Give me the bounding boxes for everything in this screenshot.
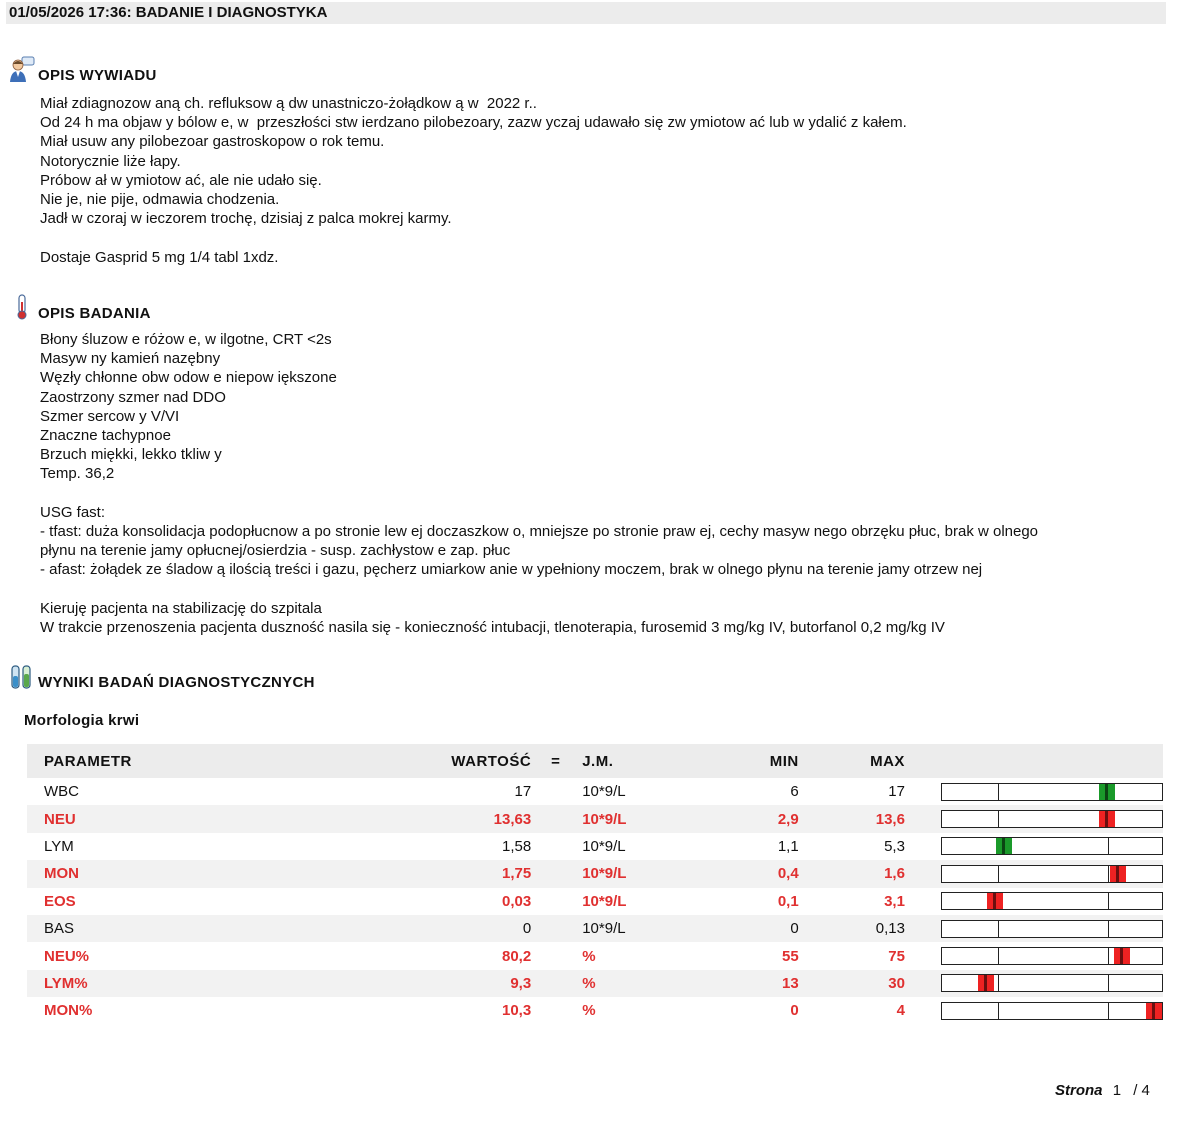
param-cell: EOS: [44, 892, 76, 910]
unit-cell: 10*9/L: [582, 837, 626, 855]
min-cell: 0: [790, 1002, 799, 1020]
range-bar-cell: [905, 888, 1163, 915]
range-bar-cell: [905, 778, 1163, 805]
range-bar: [941, 1002, 1163, 1020]
eq-cell: [531, 778, 580, 805]
text-line: Błony śluzow e różow e, w ilgotne, CRT <2s: [40, 331, 332, 348]
text-line: Szmer sercow y V/VI: [40, 407, 180, 425]
text-line: Temp. 36,2: [40, 465, 115, 483]
range-bar: [941, 892, 1163, 910]
value-cell: 0: [381, 915, 531, 942]
page-number: 1: [1112, 1082, 1122, 1099]
range-bar: [941, 974, 1163, 992]
table-row: [27, 860, 1163, 887]
range-marker: [987, 893, 1003, 909]
text-line: Od 24 h ma objaw y bólow e, w przeszłości stw ierdzano pilobezoary, zazw yczaj udawało się zw ymiotow ać lub w ydalić z kałem.: [40, 114, 907, 132]
param-cell: WBC: [44, 783, 79, 801]
max-cell: 17: [888, 783, 905, 801]
badanie-text: [40, 330, 1038, 637]
max-cell: 75: [888, 947, 905, 965]
range-marker: [1099, 784, 1115, 800]
doctor-icon: [8, 56, 36, 84]
section-badanie-title: OPIS BADANIA: [38, 305, 151, 322]
col-range-bar: [905, 744, 1163, 778]
range-marker-core: [993, 893, 996, 909]
value-cell: 9,3: [381, 970, 531, 997]
range-marker-core: [1105, 784, 1108, 800]
text-line: Nie je, nie pije, odmawia chodzenia.: [40, 190, 280, 208]
table-row: [27, 997, 1163, 1024]
table-row: [27, 888, 1163, 915]
text-line: Próbow ał w ymiotow ać, ale nie udało się.: [40, 171, 322, 189]
range-marker-core: [1002, 838, 1005, 854]
range-bar-tick: [1108, 893, 1109, 909]
text-line: Miał usuw any pilobezoar gastroskopow o rok temu.: [40, 133, 385, 151]
min-cell: 55: [782, 947, 799, 965]
range-bar-cell: [905, 860, 1163, 887]
max-cell: 0,13: [799, 915, 905, 942]
section-badanie-heading: [8, 294, 151, 322]
text-line: [40, 579, 1038, 598]
text-line: [40, 484, 1038, 503]
range-bar-tick: [998, 948, 999, 964]
range-marker-core: [1152, 1003, 1155, 1019]
min-cell: 0,1: [777, 892, 799, 910]
range-marker: [1146, 1003, 1162, 1019]
wywiad-text: [40, 94, 907, 267]
range-marker: [1099, 811, 1115, 827]
text-line: Węzły chłonne obw odow e niepow iększone: [40, 369, 337, 387]
range-bar-cell: [905, 997, 1163, 1024]
text-line: W trakcie przenoszenia pacjenta duszność nasila się - konieczność intubacji, tlenoterapia, furosemid 3 mg/kg IV, butorfanol 0,2 mg/kg IV: [40, 618, 945, 636]
eq-cell: [531, 805, 580, 832]
unit-cell: 10*9/L: [582, 892, 627, 910]
col-max: MAX: [799, 744, 905, 778]
range-marker-core: [1105, 811, 1108, 827]
table-row: [27, 778, 1163, 805]
max-cell: 4: [896, 1002, 905, 1020]
text-line: Zaostrzony szmer nad DDO: [40, 388, 226, 406]
range-marker: [996, 838, 1012, 854]
param-cell: NEU: [27, 805, 381, 832]
table-row: [27, 970, 1163, 997]
range-bar-tick: [1108, 1003, 1109, 1019]
section-wyniki-heading: [8, 663, 315, 691]
param-cell: LYM%: [27, 970, 381, 997]
range-bar: [941, 920, 1163, 938]
range-bar-tick: [1108, 921, 1109, 937]
unit-cell: 10*9/L: [580, 860, 688, 887]
param-cell: MON: [27, 860, 381, 887]
eq-cell: [531, 997, 580, 1024]
range-bar: [941, 947, 1163, 965]
page-footer: [1055, 1082, 1150, 1099]
range-bar-tick: [1108, 975, 1109, 991]
text-line: Miał zdiagnozow aną ch. refluksow ą dw unastniczo-żołądkow ą w 2022 r..: [40, 95, 537, 112]
text-line: USG fast:: [40, 503, 106, 521]
max-cell: 30: [799, 970, 905, 997]
section-wyniki-title: WYNIKI BADAŃ DIAGNOSTYCZNYCH: [38, 674, 315, 691]
eq-cell: [531, 888, 580, 915]
table-header-row: [27, 744, 1163, 778]
min-cell: 2,9: [689, 805, 799, 832]
section-wywiad-heading: [8, 56, 157, 84]
page-label: Strona: [1055, 1082, 1103, 1099]
text-line: Brzuch miękki, lekko tkliw y: [40, 446, 222, 464]
value-cell: 1,75: [381, 860, 531, 887]
range-bar-cell: [905, 915, 1163, 942]
range-bar-tick: [998, 975, 999, 991]
unit-cell: 10*9/L: [580, 915, 688, 942]
value-cell: 10,3: [502, 1002, 532, 1020]
table-row: [27, 805, 1163, 832]
value-cell: 1,58: [502, 837, 532, 855]
text-line: [40, 228, 907, 247]
range-bar: [941, 783, 1163, 801]
text-line: Kieruję pacjenta na stabilizację do szpitala: [40, 599, 322, 617]
max-cell: 3,1: [884, 892, 905, 910]
unit-cell: 10*9/L: [582, 783, 626, 801]
range-bar-cell: [905, 942, 1163, 969]
test-tubes-icon: [8, 663, 36, 691]
min-cell: 0,4: [689, 860, 799, 887]
range-bar-tick: [1108, 948, 1109, 964]
page-total: / 4: [1133, 1082, 1150, 1099]
min-cell: 0: [689, 915, 799, 942]
range-bar: [941, 865, 1163, 883]
range-bar: [941, 837, 1163, 855]
unit-cell: %: [580, 970, 688, 997]
thermometer-icon: [8, 294, 36, 322]
range-bar-cell: [905, 833, 1163, 860]
param-cell: NEU%: [44, 947, 90, 965]
col-param: PARAMETR: [27, 744, 381, 778]
unit-cell: 10*9/L: [580, 805, 688, 832]
col-eq: =: [531, 744, 580, 778]
text-line: Znaczne tachypnoe: [40, 426, 171, 444]
range-bar-cell: [905, 970, 1163, 997]
text-line: - tfast: duża konsolidacja podopłucnow a po stronie lew ej doczaszkow o, mniejsze po stronie praw ej, cechy masyw nego obrzęku płuc, brak w olnego: [40, 522, 1039, 540]
range-bar-tick: [998, 811, 999, 827]
col-value: WARTOŚĆ: [381, 744, 531, 778]
range-marker-core: [1120, 948, 1123, 964]
text-line: Masyw ny kamień nazębny: [40, 350, 221, 368]
morfologia-subtitle: Morfologia krwi: [24, 712, 140, 729]
range-bar-tick: [998, 1003, 999, 1019]
text-line: - afast: żołądek ze śladow ą ilością treści i gazu, pęcherz umiarkow anie w ypełniony moczem, brak w olnego płynu na terenie jamy otrzew nej: [40, 561, 983, 579]
range-bar-tick: [1108, 866, 1109, 882]
max-cell: 13,6: [799, 805, 905, 832]
results-table: [27, 744, 1163, 1025]
param-cell: BAS: [27, 915, 381, 942]
eq-cell: [531, 833, 580, 860]
range-bar: [941, 810, 1163, 828]
range-bar-tick: [1108, 838, 1109, 854]
col-unit: J.M.: [580, 744, 688, 778]
eq-cell: [531, 942, 580, 969]
max-cell: 1,6: [799, 860, 905, 887]
range-marker: [1110, 866, 1126, 882]
section-wywiad-title: OPIS WYWIADU: [38, 67, 157, 84]
param-cell: LYM: [44, 837, 74, 855]
range-marker: [978, 975, 994, 991]
table-row: [27, 915, 1163, 942]
text-line: Jadł w czoraj w ieczorem trochę, dzisiaj z palca mokrej karmy.: [40, 210, 452, 228]
value-cell: 80,2: [502, 947, 532, 965]
text-line: Dostaje Gasprid 5 mg 1/4 tabl 1xdz.: [40, 248, 279, 266]
param-cell: MON%: [44, 1002, 93, 1020]
table-row: [27, 833, 1163, 860]
min-cell: 13: [689, 970, 799, 997]
value-cell: 13,63: [381, 805, 531, 832]
table-row: [27, 942, 1163, 969]
eq-cell: [531, 860, 580, 887]
eq-cell: [531, 970, 580, 997]
range-marker: [1114, 948, 1130, 964]
range-bar-tick: [998, 784, 999, 800]
range-marker-core: [984, 975, 987, 991]
document-header: 01/05/2026 17:36: BADANIE I DIAGNOSTYKA: [6, 2, 1166, 24]
eq-cell: [531, 915, 580, 942]
col-min: MIN: [689, 744, 799, 778]
text-line: płynu na terenie jamy opłucnej/osierdzia - susp. zachłystow e zap. płuc: [40, 542, 511, 560]
unit-cell: %: [582, 947, 596, 965]
text-line: Notorycznie liże łapy.: [40, 152, 181, 170]
min-cell: 1,1: [777, 837, 799, 855]
range-bar-tick: [998, 866, 999, 882]
range-marker-core: [1116, 866, 1119, 882]
min-cell: 6: [790, 783, 799, 801]
range-bar-cell: [905, 805, 1163, 832]
range-bar-tick: [998, 921, 999, 937]
value-cell: 0,03: [502, 892, 532, 910]
max-cell: 5,3: [884, 837, 905, 855]
value-cell: 17: [514, 783, 532, 801]
unit-cell: %: [582, 1002, 596, 1020]
